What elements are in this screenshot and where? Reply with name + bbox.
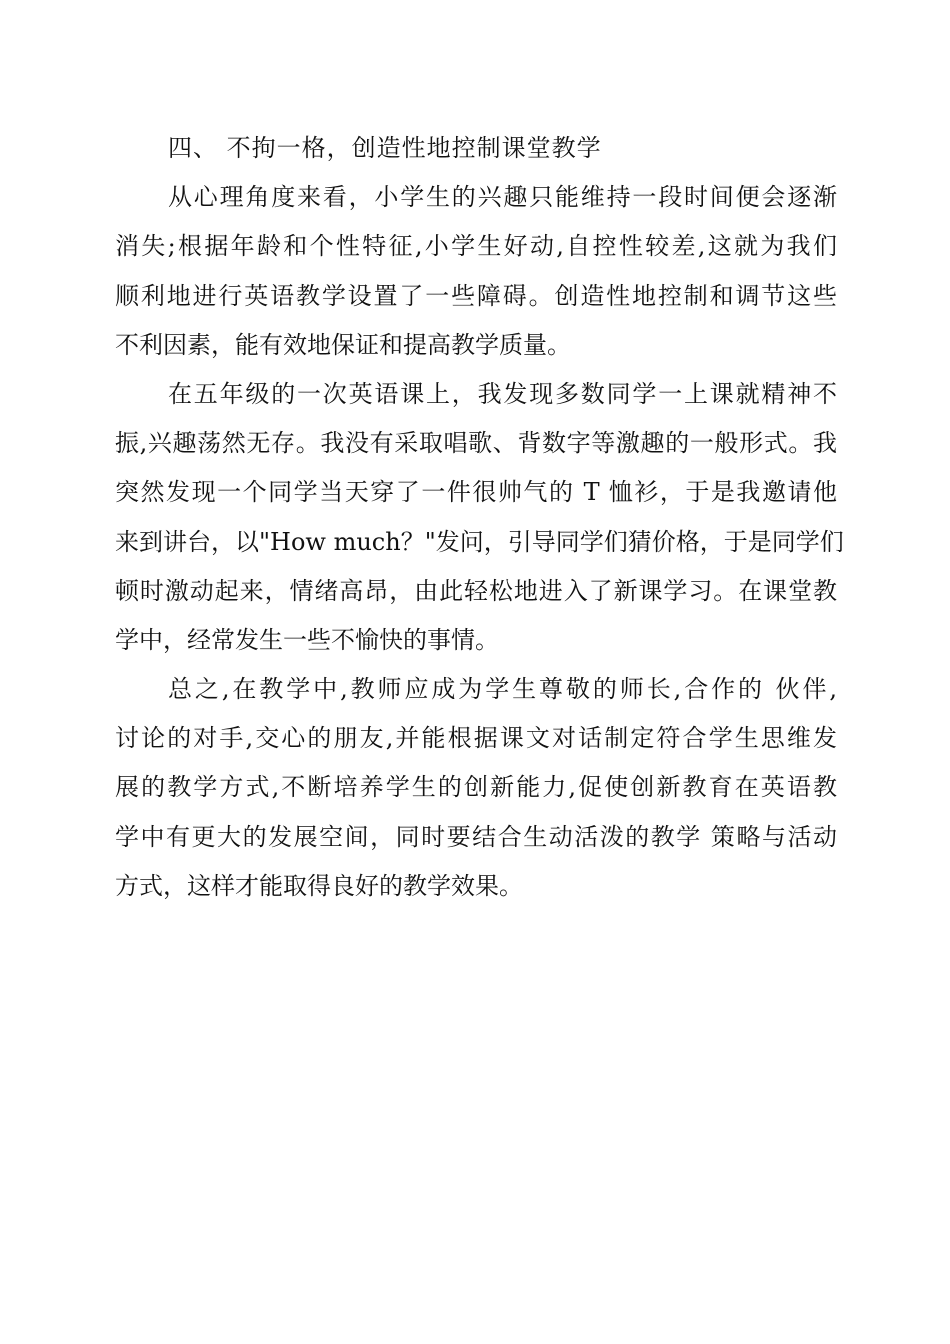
paragraph-2-line-6: 学中，经常发生一些不愉快的事情。 [115,625,499,654]
paragraph-2-line-1: 在五年级的一次英语课上，我发现多数同学一上课就精神不 [168,379,837,408]
paragraph-1-line-4: 不利因素，能有效地保证和提高教学质量。 [115,330,571,359]
paragraph-1-line-3: 顺利地进行英语教学设置了一些障碍。创造性地控制和调节这些 [115,281,837,310]
paragraph-2-line-5: 顿时激动起来，情绪高昂，由此轻松地进入了新课学习。在课堂教 [115,576,837,605]
paragraph-1-line-1: 从心理角度来看，小学生的兴趣只能维持一段时间便会逐渐 [168,183,837,212]
paragraph-2-line-2: 振,兴趣荡然无存。我没有采取唱歌、背数字等激趣的一般形式。我 [115,429,837,458]
paragraph-2-line-4: 来到讲台，以"How much？"发问，引导同学们猜价格，于是同学们 [115,527,844,556]
paragraph-3-line-5: 方式，这样才能取得良好的教学效果。 [115,871,523,900]
paragraph-3-line-4: 学中有更大的发展空间，同时要结合生动活泼的教学 策略与活动 [115,822,837,851]
paragraph-3-line-2: 讨论的对手,交心的朋友,并能根据课文对话制定符合学生思维发 [115,724,837,753]
document-body [115,124,844,911]
paragraph-3-line-3: 展的教学方式,不断培养学生的创新能力,促使创新教育在英语教 [115,773,837,802]
section-heading: 四、 不拘一格，创造性地控制课堂教学 [168,134,602,162]
paragraph-1-line-2: 消失;根据年龄和个性特征,小学生好动,自控性较差,这就为我们 [115,232,837,261]
paragraph-2-line-3: 突然发现一个同学当天穿了一件很帅气的 T 恤衫，于是我邀请他 [115,478,837,507]
paragraph-3-line-1: 总之,在教学中,教师应成为学生尊敬的师长,合作的 伙伴, [168,675,837,704]
